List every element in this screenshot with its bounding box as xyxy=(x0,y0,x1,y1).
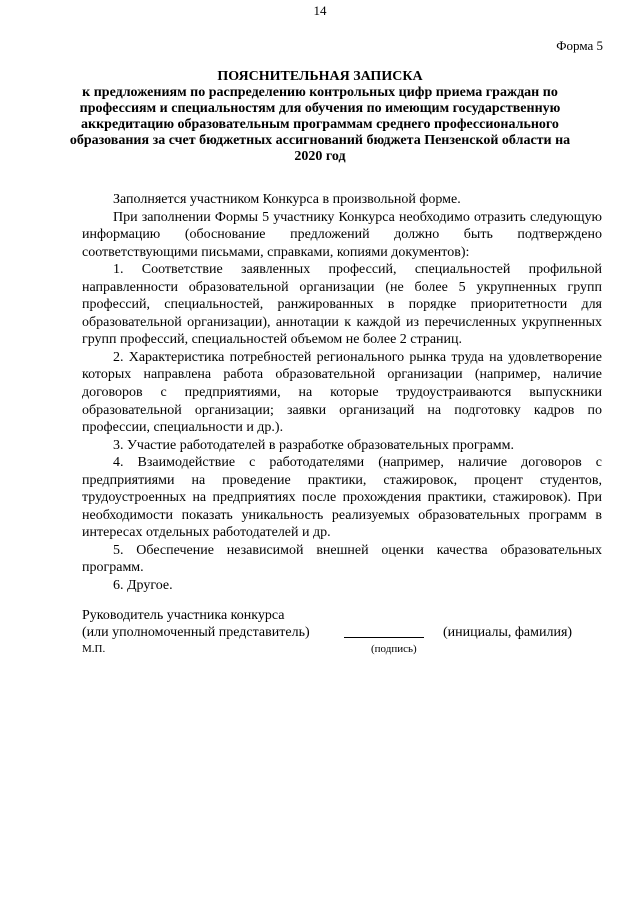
paragraph-item-5: 5. Обеспечение независимой внешней оценки качества образовательных программ. xyxy=(82,542,602,576)
signature-initials-label: (инициалы, фамилия) xyxy=(443,625,573,640)
form-label: Форма 5 xyxy=(556,38,603,53)
document-title: ПОЯСНИТЕЛЬНАЯ ЗАПИСКА xyxy=(217,69,423,84)
document-body xyxy=(82,191,602,595)
paragraph-item-2: 2. Характеристика потребностей регионального рынка труда на удовлетворение которых направлена работа образовательной организации (например, наличие договоров с предприятиями, на которые трудоустраиваются выпускники образовательной организации; заявки организаций на подготовку кадров по профессии, специальности и др.). xyxy=(82,349,602,436)
signature-role-note: (или уполномоченный представитель) xyxy=(82,625,310,640)
stamp-row xyxy=(82,642,602,656)
paragraph-item-1: 1. Соответствие заявленных профессий, специальностей профильной направленности образовательной организации (не более 5 укрупненных групп профессий, специальностей, ранжированных в порядке приоритетности для образовательной организации), аннотации к каждой из перечисленных укрупненных групп профессий, специальностей объемом не более 2 страниц. xyxy=(82,262,602,348)
stamp-place-label: М.П. xyxy=(82,643,106,655)
signature-role-line: Руководитель участника конкурса xyxy=(82,608,285,623)
signature-block xyxy=(82,607,602,656)
paragraph-instructions: При заполнении Формы 5 участнику Конкурса необходимо отразить следующую информацию (обоснование предложений должно быть подтверждено соответствующими письмами, справками, копиями документов): xyxy=(82,209,602,260)
signature-caption: (подпись) xyxy=(371,643,417,655)
paragraph-item-4: 4. Взаимодействие с работодателями (например, наличие договоров с предприятиями на проведение практики, стажировок, процент студентов, трудоустроенных на предприятиях после прохождения практики, стажировок). При необходимости показать уникальность реализуемых образовательных программ в интересах отдельных работодателей и др. xyxy=(82,455,602,541)
document-title-block xyxy=(60,69,580,165)
paragraph-item-3: 3. Участие работодателей в разработке образовательных программ. xyxy=(113,437,515,453)
paragraph-intro: Заполняется участником Конкурса в произвольной форме. xyxy=(113,192,461,207)
signature-row xyxy=(82,624,602,641)
paragraph-item-6: 6. Другое. xyxy=(113,578,173,594)
document-subtitle: к предложениям по распределению контрольных цифр приема граждан по профессиям и специальностям для обучения по имеющим государственную аккредитацию образовательным программам среднего профессионального образования за счет бюджетных ассигнований бюджета Пензенской области на 2020 год xyxy=(69,85,571,164)
page-number: 14 xyxy=(313,3,327,18)
signature-line xyxy=(344,637,424,638)
